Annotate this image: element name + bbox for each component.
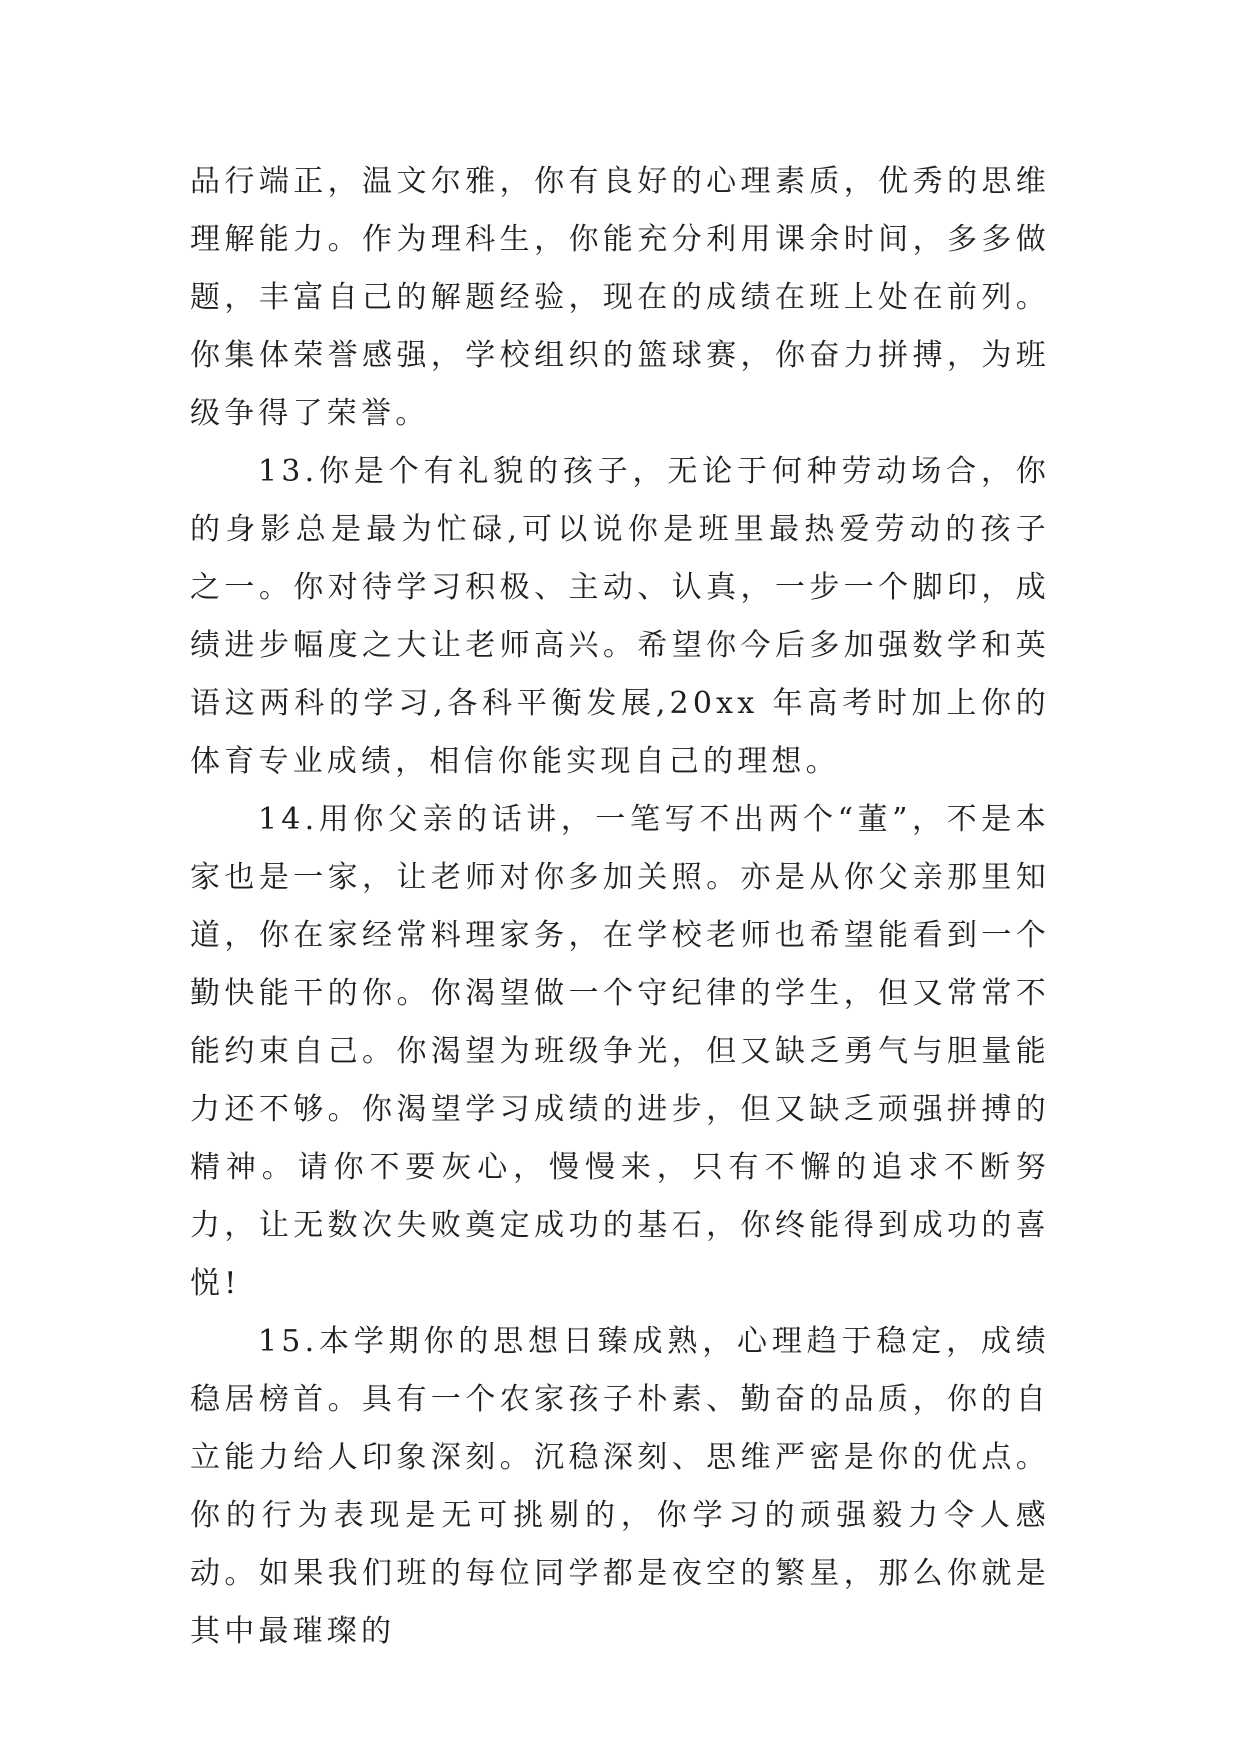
paragraph-15: 15.本学期你的思想日臻成熟，心理趋于稳定，成绩稳居榜首。具有一个农家孩子朴素、勤奋的品质，你的自立能力给人印象深刻。沉稳深刻、思维严密是你的优点。你的行为表现是无可挑剔的，你学习的顽强毅力令人感动。如果我们班的每位同学都是夜空的繁星，那么你就是其中最璀璨的 xyxy=(190,1324,1050,1649)
paragraph-continuation: 品行端正，温文尔雅，你有良好的心理素质，优秀的思维理解能力。作为理科生，你能充分利用课余时间，多多做题，丰富自己的解题经验，现在的成绩在班上处在前列。你集体荣誉感强，学校组织的篮球赛，你奋力拼搏，为班级争得了荣誉。 xyxy=(190,164,1050,431)
paragraph-13: 13.你是个有礼貌的孩子，无论于何种劳动场合，你的身影总是最为忙碌,可以说你是班里最热爱劳动的孩子之一。你对待学习积极、主动、认真，一步一个脚印，成绩进步幅度之大让老师高兴。希望你今后多加强数学和英语这两科的学习,各科平衡发展,20xx 年高考时加上你的体育专业成绩，相信你能实现自己的理想。 xyxy=(190,454,1050,779)
paragraph-14: 14.用你父亲的话讲，一笔写不出两个“董”，不是本家也是一家，让老师对你多加关照。亦是从你父亲那里知道，你在家经常料理家务，在学校老师也希望能看到一个勤快能干的你。你渴望做一个守纪律的学生，但又常常不能约束自己。你渴望为班级争光，但又缺乏勇气与胆量能力还不够。你渴望学习成绩的进步，但又缺乏顽强拼搏的精神。请你不要灰心，慢慢来，只有不懈的追求不断努力，让无数次失败奠定成功的基石，你终能得到成功的喜悦! xyxy=(190,802,1050,1301)
document-body xyxy=(190,153,1050,1661)
